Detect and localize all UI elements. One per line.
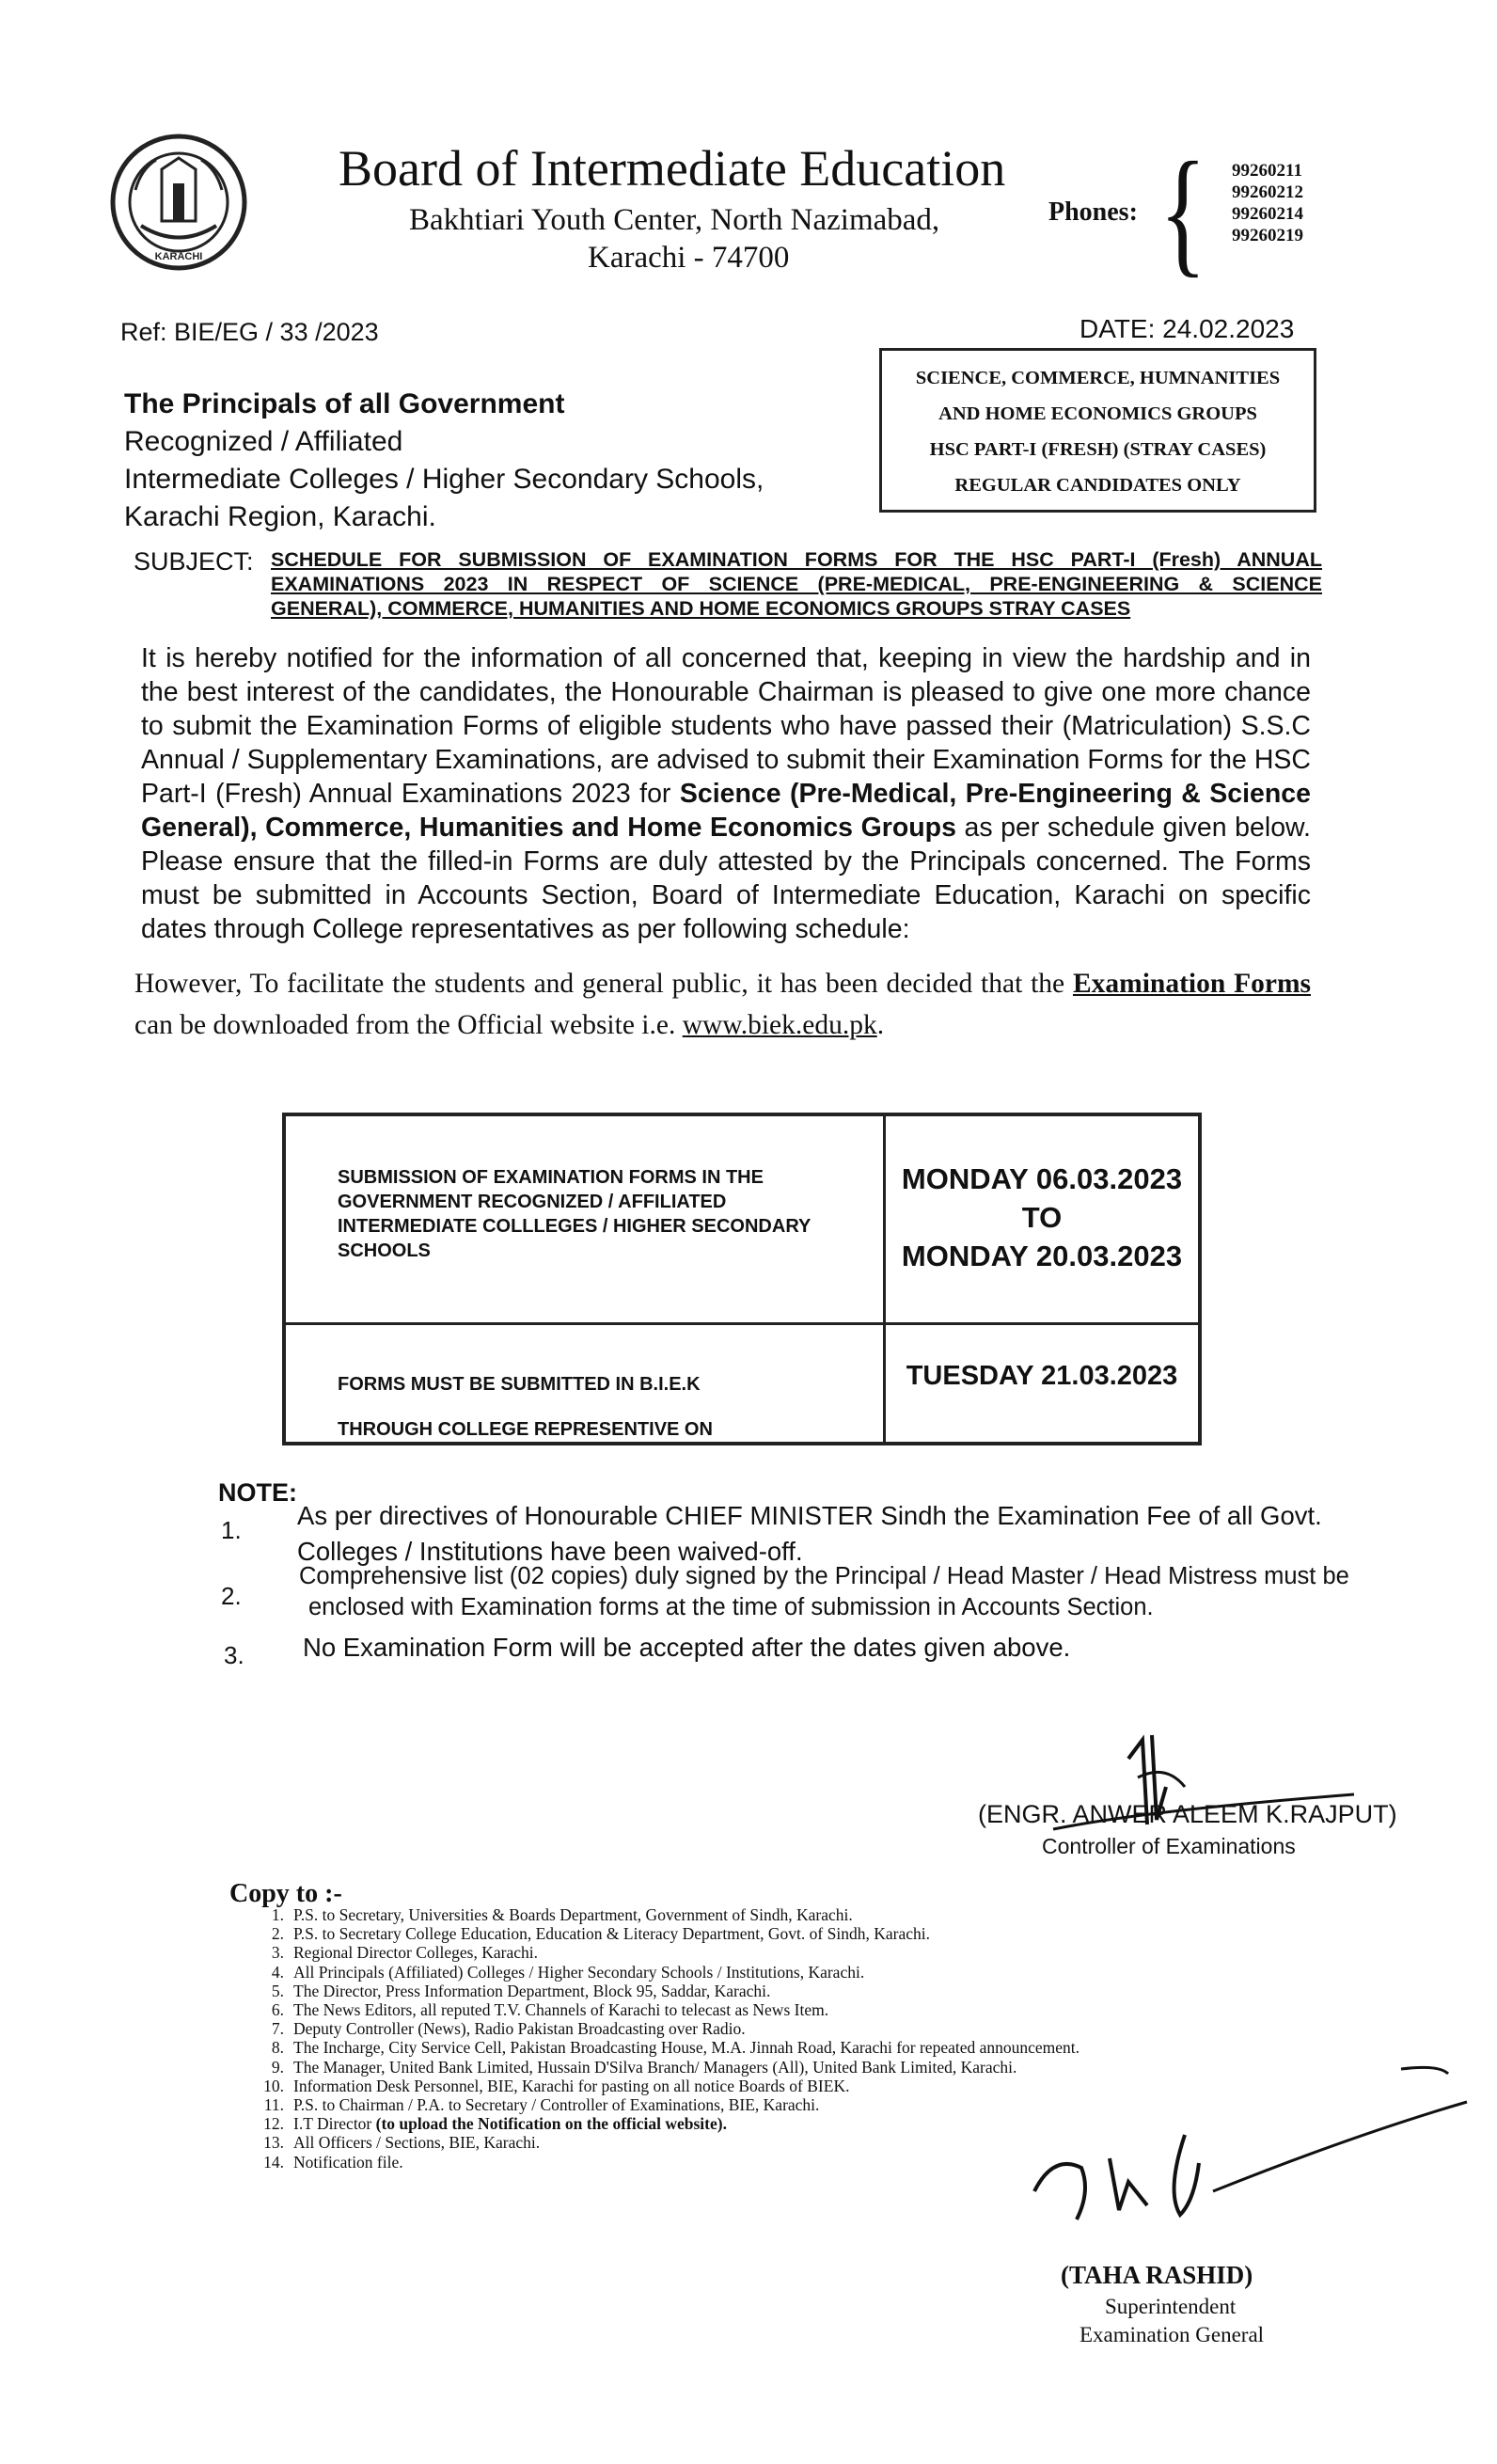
copy-to-list <box>246 1905 1079 2172</box>
para2-end: . <box>876 1010 885 1040</box>
controller-name: (ENGR. ANWER ALEEM K.RAJPUT) <box>978 1800 1397 1828</box>
addressee-block <box>124 386 764 536</box>
list-item-number: 2. <box>271 1924 284 1944</box>
groups-box-line: SCIENCE, COMMERCE, HUMNANITIES <box>915 368 1281 388</box>
phone-number: 99260214 <box>1232 204 1303 224</box>
reference-number: Ref: BIE/EG / 33 /2023 <box>120 318 379 346</box>
address-line-2: Karachi - 74700 <box>588 241 790 275</box>
list-item <box>246 1982 1079 2000</box>
note-line: Colleges / Institutions have been waived-off. <box>297 1537 803 1566</box>
superintendent-signature <box>1025 2050 1486 2229</box>
list-item <box>246 2019 1079 2038</box>
controller-title: Controller of Examinations <box>1042 1834 1296 1858</box>
document-date: DATE: 24.02.2023 <box>1079 314 1295 343</box>
list-item-text: All Officers / Sections, BIE, Karachi. <box>293 2133 541 2153</box>
list-item-number: 10. <box>263 2076 284 2095</box>
para1-groups: Science (Pre-Medical, Pre-Engineering & Science General), Commerce, Humanities and Home Economics Groups <box>141 779 1311 843</box>
groups-box-line: AND HOME ECONOMICS GROUPS <box>938 403 1257 424</box>
website-link[interactable]: www.biek.edu.pk <box>682 1010 877 1040</box>
list-item-number: 7. <box>271 2019 284 2039</box>
para2-text-mid: can be downloaded from the Official website i.e. <box>134 1010 683 1040</box>
list-item-number: 8. <box>271 2038 284 2058</box>
para1-text: It is hereby notified for the information of all concerned that, keeping in view the hardship and in the best interest of the candidates, the Honourable Chairman is pleased to give one more chance to submit the Examination Forms of eligible students who have passed their (Matriculation) S.S.C Annual / Supplementary Examinations, are advised to submit their Examination Forms for the HSC Part-I (Fresh) Annual Examinations 2023 for <box>141 643 1311 809</box>
groups-box-line: HSC PART-I (FRESH) (STRAY CASES) <box>929 439 1267 460</box>
list-item-number: 11. <box>263 2095 284 2115</box>
note-number: 1. <box>221 1516 242 1544</box>
list-item-text: The Manager, United Bank Limited, Hussain D'Silva Branch/ Managers (All), United Bank Limited, Karachi. <box>293 2057 1017 2077</box>
schedule-biek-cell <box>284 1323 885 1444</box>
list-item-text: The Director, Press Information Department, Block 95, Saddar, Karachi. <box>293 1981 771 2000</box>
body-paragraph-1 <box>141 641 1311 946</box>
list-item-text: Notification file. <box>293 2152 403 2172</box>
phone-number: 99260211 <box>1232 161 1302 181</box>
superintendent-name: (TAHA RASHID) <box>1061 2261 1253 2289</box>
list-item-text: The News Editors, all reputed T.V. Channels of Karachi to telecast as News Item. <box>293 2000 829 2020</box>
list-item <box>246 2153 1079 2172</box>
addressee-line: The Principals of all Government <box>124 388 565 419</box>
list-item <box>246 2114 1079 2133</box>
list-item <box>246 2038 1079 2057</box>
list-item <box>246 2095 1079 2114</box>
subject-line: EXAMINATIONS 2023 IN RESPECT OF SCIENCE (PRE-MEDICAL, PRE-ENGINEERING & SCIENCE <box>271 573 1322 595</box>
para2-text: However, To facilitate the students and general public, it has been decided that the <box>134 969 1073 999</box>
groups-box-line: REGULAR CANDIDATES ONLY <box>954 475 1241 496</box>
subject-text <box>271 547 1322 621</box>
schedule-to: TO <box>1021 1201 1063 1234</box>
logo-lettering: KARACHI <box>154 251 203 262</box>
list-item-number: 1. <box>271 1905 284 1924</box>
list-item <box>246 1943 1079 1962</box>
note-item <box>297 1498 1463 1570</box>
superintendent-department: Examination General <box>1079 2323 1265 2346</box>
schedule-table <box>282 1113 1202 1445</box>
list-item-text: All Principals (Affiliated) Colleges / Higher Secondary Schools / Institutions, Karachi. <box>293 1962 865 1982</box>
examination-forms-link: Examination Forms <box>1072 969 1311 999</box>
phone-list <box>1232 160 1303 246</box>
board-title: Board of Intermediate Education <box>339 140 1006 197</box>
schedule-biek-line-2: THROUGH COLLEGE REPRESENTIVE ON <box>338 1418 713 1440</box>
list-item-text: P.S. to Chairman / P.A. to Secretary / Controller of Examinations, BIE, Karachi. <box>293 2095 820 2115</box>
subject-line: GENERAL), COMMERCE, HUMANITIES AND HOME ECONOMICS GROUPS STRAY CASES <box>271 597 1131 620</box>
schedule-submission-cell: SUBMISSION OF EXAMINATION FORMS IN THE GOVERNMENT RECOGNIZED / AFFILIATED INTERMEDIATE COLLLEGES / HIGHER SECONDARY SCHOOLS <box>284 1114 885 1323</box>
table-row <box>284 1323 1200 1444</box>
note-line: enclosed with Examination forms at the time of submission in Accounts Section. <box>308 1594 1154 1620</box>
list-item <box>246 1963 1079 1982</box>
list-item-text: Regional Director Colleges, Karachi. <box>293 1943 538 1963</box>
list-item-text: Information Desk Personnel, BIE, Karachi for pasting on all notice Boards of BIEK. <box>293 2076 850 2095</box>
note-line: Comprehensive list (02 copies) duly signed by the Principal / Head Master / Head Mistress must be <box>299 1563 1349 1589</box>
list-item-number: 13. <box>263 2133 284 2153</box>
phones-label: Phones: <box>1048 197 1138 227</box>
list-item-text: The Incharge, City Service Cell, Pakistan Broadcasting House, M.A. Jinnah Road, Karachi for repeated announcement. <box>293 2038 1080 2058</box>
list-item-number: 6. <box>271 2000 284 2020</box>
list-item-number: 12. <box>263 2114 284 2134</box>
addressee-line: Intermediate Colleges / Higher Secondary Schools, <box>124 464 764 495</box>
list-item <box>246 2077 1079 2095</box>
schedule-biek-date: TUESDAY 21.03.2023 <box>885 1323 1201 1444</box>
addressee-line: Karachi Region, Karachi. <box>124 501 436 532</box>
list-item-text: I.T Director <box>293 2114 376 2134</box>
schedule-end-date: MONDAY 20.03.2023 <box>901 1240 1183 1272</box>
board-logo <box>103 132 254 273</box>
list-item-bold-text: (to upload the Notification on the official website). <box>375 2114 727 2134</box>
list-item-text: Deputy Controller (News), Radio Pakistan Broadcasting over Radio. <box>293 2019 746 2039</box>
list-item-number: 9. <box>271 2057 284 2077</box>
brace-icon: { <box>1158 134 1207 290</box>
groups-box <box>879 348 1316 513</box>
addressee-line: Recognized / Affiliated <box>124 426 403 457</box>
subject-line: SCHEDULE FOR SUBMISSION OF EXAMINATION FORMS FOR THE HSC PART-I (Fresh) ANNUAL <box>271 548 1322 571</box>
list-item <box>246 2000 1079 2019</box>
note-line: No Examination Form will be accepted after the dates given above. <box>303 1633 1071 1662</box>
phone-number: 99260212 <box>1232 182 1303 202</box>
note-line: As per directives of Honourable CHIEF MINISTER Sindh the Examination Fee of all Govt. <box>297 1501 1322 1530</box>
note-number: 3. <box>224 1641 244 1669</box>
note-label: NOTE: <box>218 1478 297 1507</box>
schedule-start-date: MONDAY 06.03.2023 <box>901 1162 1183 1195</box>
list-item <box>246 1905 1079 1924</box>
address-line-1: Bakhtiari Youth Center, North Nazimabad, <box>409 203 940 237</box>
list-item <box>246 1924 1079 1943</box>
copy-to-heading: Copy to :- <box>229 1879 342 1908</box>
note-item <box>303 1630 1469 1666</box>
schedule-biek-line-1: FORMS MUST BE SUBMITTED IN B.I.E.K <box>338 1373 701 1395</box>
list-item <box>246 2133 1079 2152</box>
list-item-number: 14. <box>263 2152 284 2172</box>
table-row <box>284 1114 1200 1323</box>
phone-number: 99260219 <box>1232 226 1303 245</box>
note-number: 2. <box>221 1582 242 1610</box>
body-paragraph-2 <box>134 963 1311 1046</box>
list-item-number: 3. <box>271 1943 284 1963</box>
list-item-text: P.S. to Secretary, Universities & Boards Department, Government of Sindh, Karachi. <box>293 1905 853 1924</box>
para1-text-end: as per schedule given below. Please ensure that the filled-in Forms are duly attested by the Principals concerned. The Forms must be submitted in Accounts Section, Board of Intermediate Education, Karachi on specific dates through College representatives as per following schedule: <box>141 813 1311 944</box>
subject-label: SUBJECT: <box>134 547 254 576</box>
list-item-number: 4. <box>271 1962 284 1982</box>
list-item-number: 5. <box>271 1981 284 2000</box>
list-item-text: P.S. to Secretary College Education, Education & Literacy Department, Govt. of Sindh, Karachi. <box>293 1924 930 1944</box>
list-item <box>246 2058 1079 2077</box>
schedule-dates-cell <box>885 1114 1201 1323</box>
superintendent-title: Superintendent <box>1105 2295 1237 2318</box>
note-item <box>299 1561 1465 1623</box>
